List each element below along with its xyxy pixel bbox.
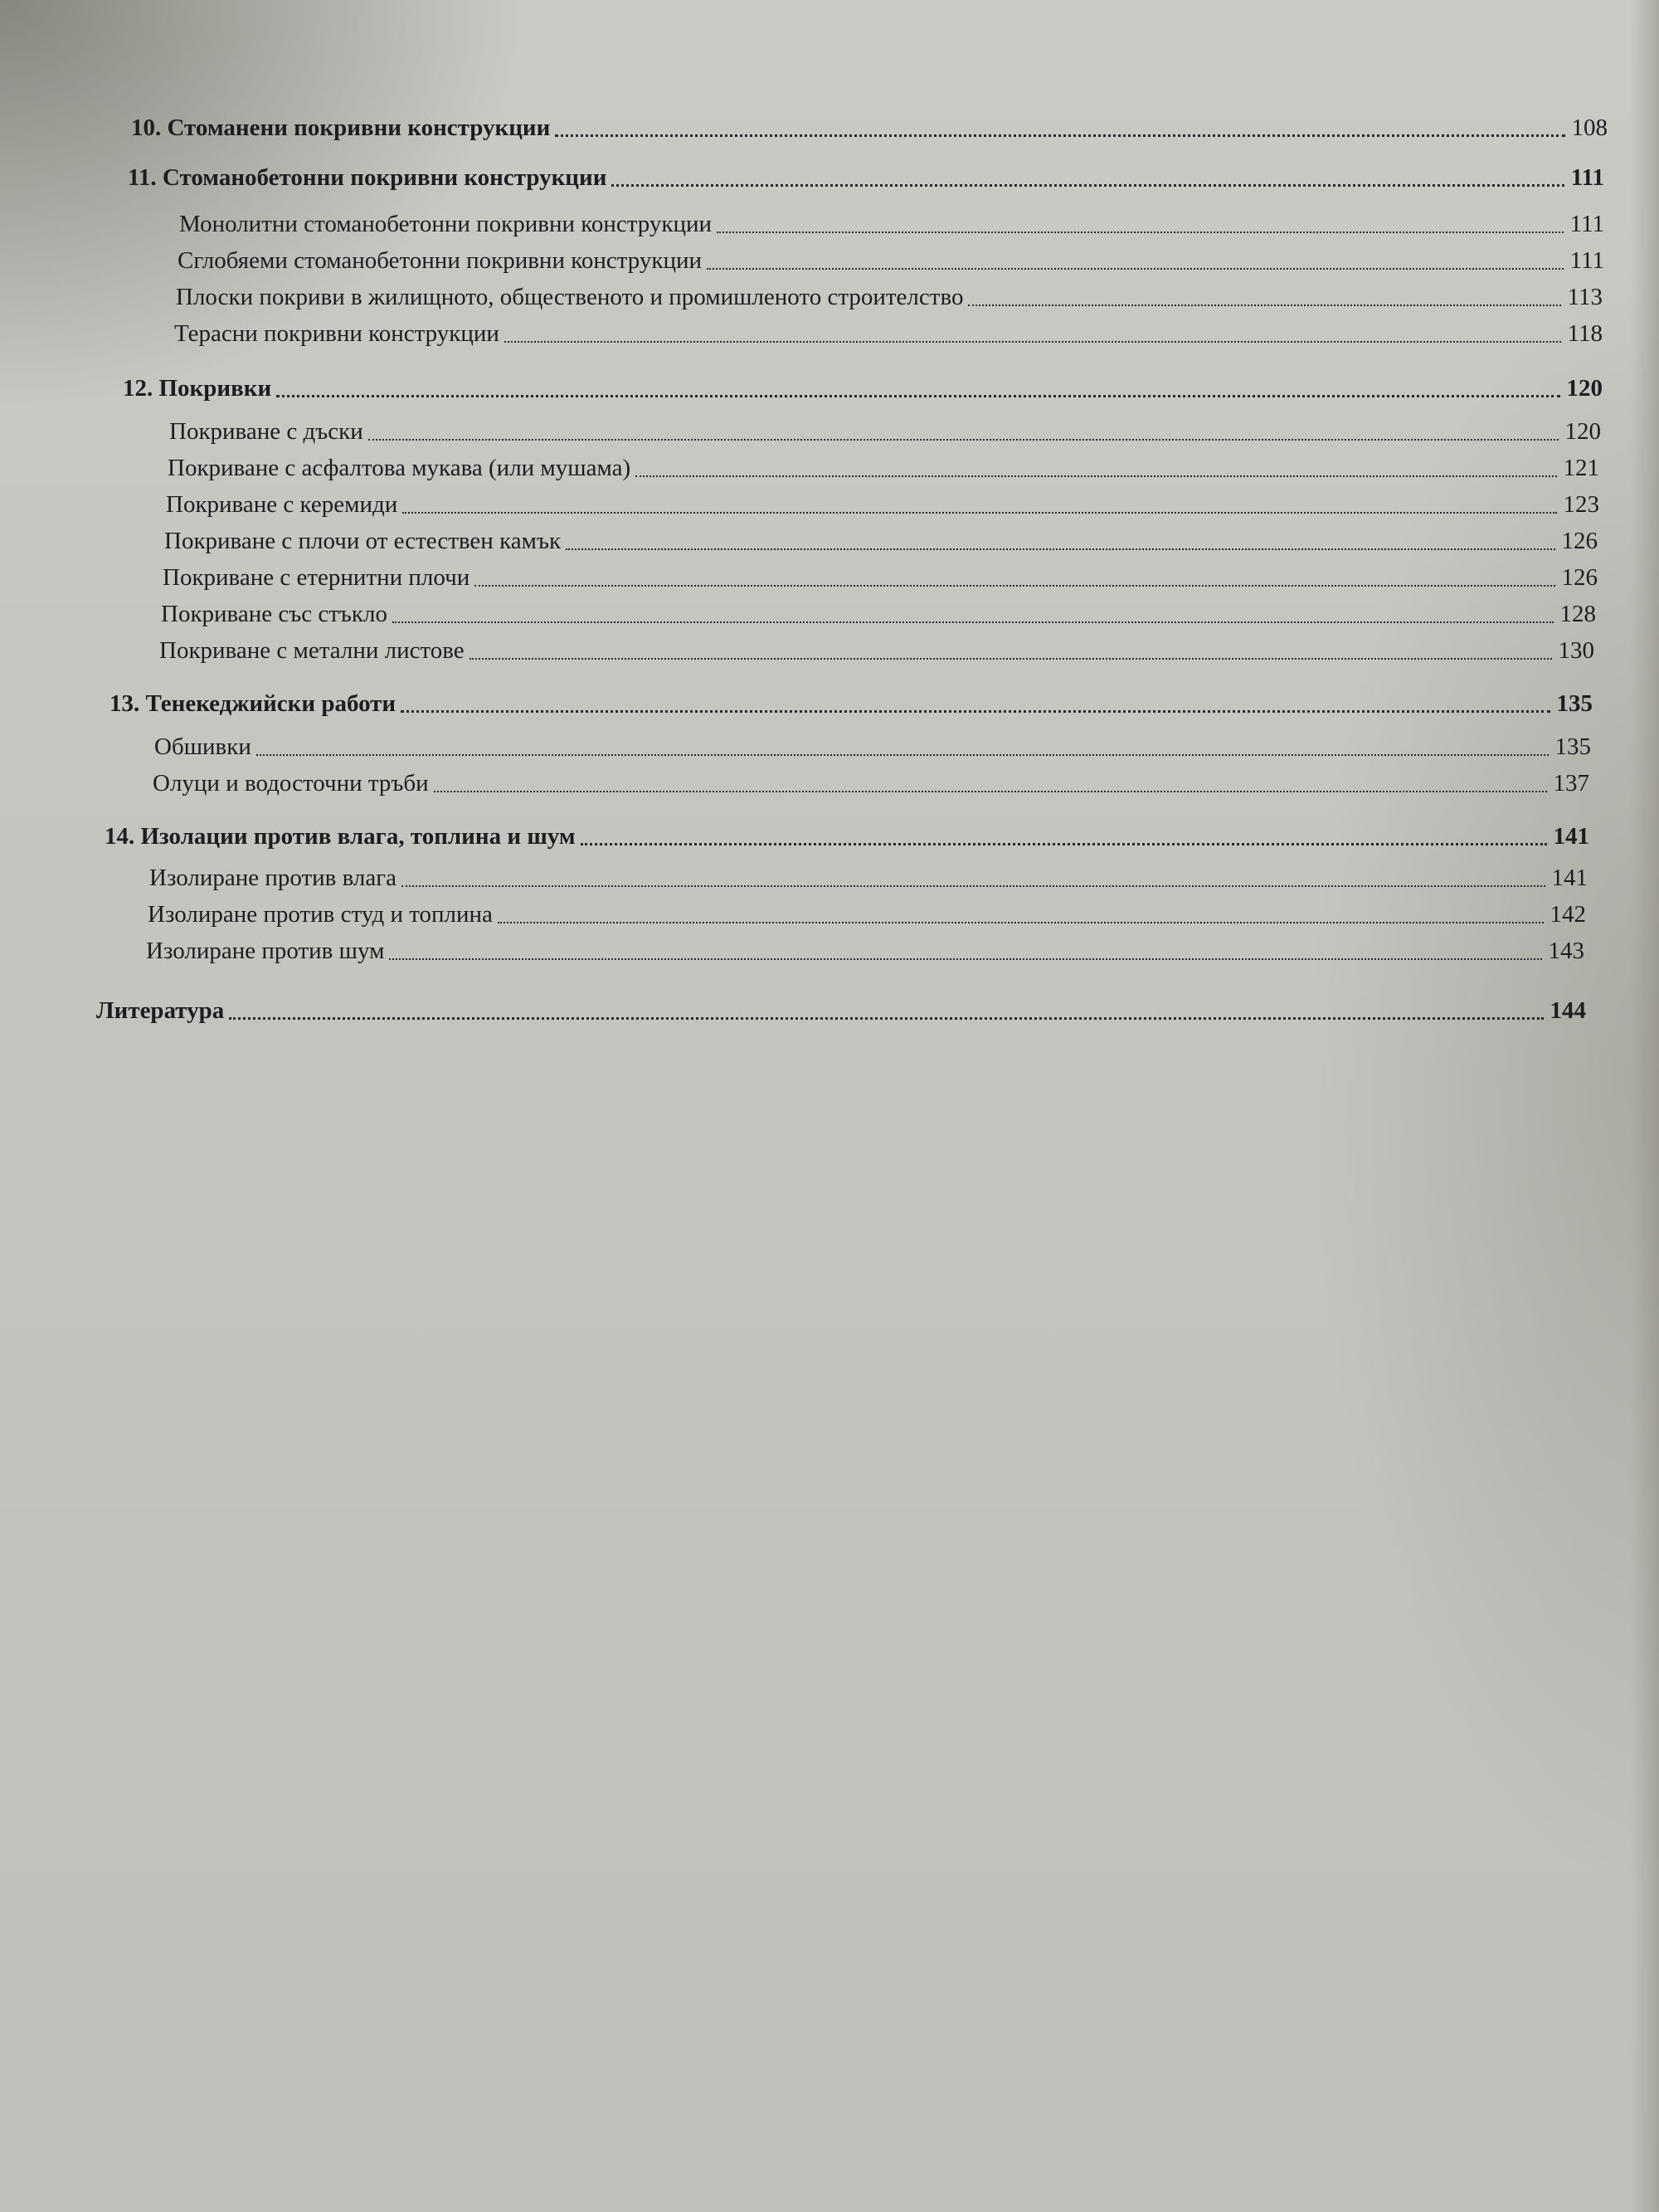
toc-page-number: 144 [1550,997,1586,1024]
toc-section [169,417,1601,446]
toc-page-number: 121 [1563,455,1599,481]
toc-page-number: 111 [1569,247,1604,274]
toc-label: Монолитни стоманобетонни покривни конструкции [179,211,713,237]
toc-section [178,246,1604,275]
dot-leader [611,184,1564,187]
toc-section [149,863,1588,893]
dot-leader [368,439,1559,441]
dot-leader [474,585,1554,587]
toc-page-number: 126 [1561,564,1598,591]
toc-page-number: 111 [1569,211,1604,237]
dot-leader [276,395,1559,397]
toc-chapter-13 [109,689,1593,719]
toc-page-number: 143 [1548,938,1584,964]
toc-page-number: 135 [1554,733,1591,760]
toc-label: 11. Стоманобетонни покривни конструкции [128,164,607,191]
toc-page-number: 137 [1553,770,1589,797]
toc-page-number: 126 [1561,528,1598,554]
dot-leader [968,305,1560,306]
toc-page-number: 141 [1551,865,1588,891]
dot-leader [555,134,1564,137]
toc-section [161,599,1596,629]
toc-page-number: 128 [1559,601,1596,627]
dot-leader [434,791,1547,792]
toc-label: Обшивки [154,733,251,760]
toc-page-number: 113 [1567,284,1603,310]
toc-label: Плоски покриви в жилищното, общественото и промишленото строителство [176,284,964,310]
toc-label: Покриване с керемиди [166,491,398,518]
toc-bibliography [96,996,1586,1026]
dot-leader [402,512,1556,514]
toc-label: Терасни покривни конструкции [174,320,499,347]
toc-section [153,768,1589,798]
toc-label: Покриване с метални листове [159,637,465,664]
dot-leader [469,658,1552,660]
toc-page-number: 118 [1567,320,1603,347]
dot-leader [581,843,1547,845]
toc-label: Изолиране против влага [149,865,397,891]
toc-label: Литература [96,997,225,1024]
toc-label: Покриване със стъкло [161,601,387,627]
toc-label: Покриване с етернитни плочи [163,564,470,591]
toc-section [174,319,1603,348]
toc-chapter-14 [105,821,1589,851]
dot-leader [229,1017,1543,1020]
dot-leader [707,268,1564,270]
toc-label: Изолиране против студ и топлина [148,901,493,928]
toc-page-number: 135 [1556,690,1593,717]
toc-label: Изолиране против шум [146,938,385,964]
toc-page-number: 130 [1558,637,1594,664]
dot-leader [717,231,1564,233]
toc-section [148,899,1586,929]
dot-leader [401,710,1550,713]
toc-label: 13. Тенекеджийски работи [109,690,397,717]
toc-chapter-12 [123,373,1603,403]
toc-section [163,563,1598,592]
toc-section [164,526,1598,556]
toc-label: Покриване с дъски [169,418,363,445]
toc-label: Покриване с асфалтова мукава (или мушама) [168,455,631,481]
toc-section [146,936,1584,966]
toc-section [179,209,1604,239]
toc-page-number: 108 [1571,114,1608,141]
toc-page-number: 111 [1570,164,1604,191]
dot-leader [401,885,1545,887]
dot-leader [389,958,1541,960]
toc-label: 14. Изолации против влага, топлина и шум [105,823,576,850]
toc-label: Олуци и водосточни тръби [153,770,429,797]
toc-label: 12. Покривки [123,375,272,402]
toc-label: Покриване с плочи от естествен камък [164,528,562,554]
toc-section [159,636,1594,665]
toc-chapter-10 [131,113,1608,143]
toc-section [166,490,1599,519]
toc-page-number: 120 [1564,418,1601,445]
toc-page-number: 141 [1553,823,1589,850]
toc-label: Сглобяеми стоманобетонни покривни конструкции [178,247,703,274]
dot-leader [566,548,1554,550]
dot-leader [392,621,1554,623]
dot-leader [256,754,1549,756]
toc-page-number: 123 [1563,491,1599,518]
toc-section [168,453,1599,483]
dot-leader [504,341,1561,343]
dot-leader [498,922,1544,923]
toc-chapter-11 [128,163,1604,192]
toc-section [176,282,1603,312]
toc-section [154,732,1591,762]
toc-page-number: 120 [1566,375,1603,402]
toc-label: 10. Стоманени покривни конструкции [131,114,551,141]
dot-leader [635,475,1556,477]
toc-page-number: 142 [1550,901,1586,928]
